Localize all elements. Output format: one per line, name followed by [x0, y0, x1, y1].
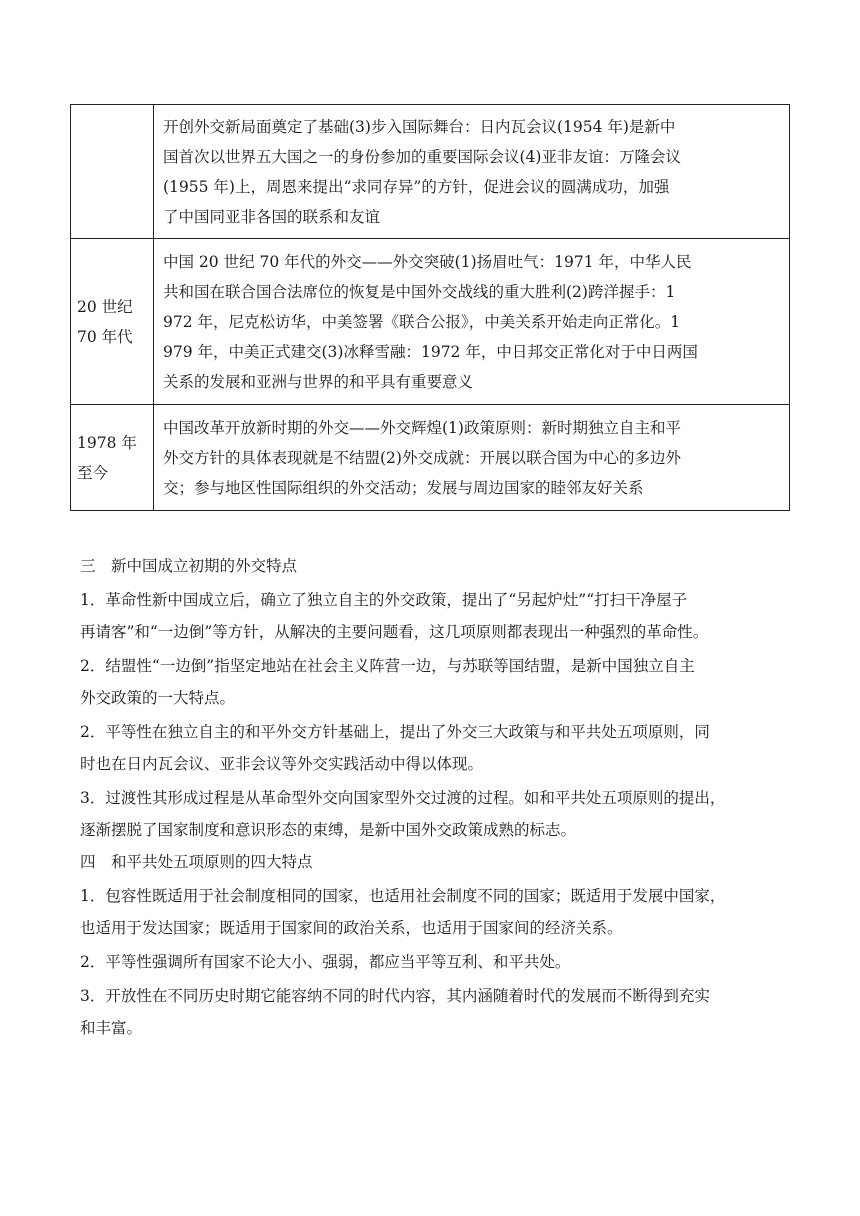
content-line: 中国改革开放新时期的外交——外交辉煌(1)政策原则：新时期独立自主和平 — [163, 418, 681, 437]
paragraph-line: 也适用于发达国家；既适用于国家间的政治关系，也适用于国家间的经济关系。 — [80, 919, 623, 937]
content-line: 972 年，尼克松访华，中美签署《联合公报》，中美关系开始走向正常化。1 — [163, 312, 681, 331]
content-line: 中国 20 世纪 70 年代的外交——外交突破(1)扬眉吐气：1971 年，中华人民 — [163, 252, 692, 271]
section-heading: 三 新中国成立初期的外交特点 — [80, 557, 298, 575]
content-line: 外交方针的具体表现就是不结盟(2)外交成就：开展以联合国为中心的多边外 — [163, 448, 681, 467]
table-row — [71, 239, 790, 405]
era-label-line: 至今 — [77, 463, 109, 482]
content-line: 979 年，中美正式建交(3)冰释雪融：1972 年，中日邦交正常化对于中日两国 — [163, 342, 698, 361]
content-line: 国首次以世界五大国之一的身份参加的重要国际会议(4)亚非友谊：万隆会议 — [163, 147, 681, 166]
paragraph-line: 逐渐摆脱了国家制度和意识形态的束缚，是新中国外交政策成熟的标志。 — [80, 821, 577, 839]
era-label-line: 20 世纪 — [77, 297, 133, 316]
content-cell — [154, 405, 790, 511]
paragraph-line: 2．结盟性“一边倒”指坚定地站在社会主义阵营一边，与苏联等国结盟，是新中国独立自主 — [80, 657, 695, 675]
paragraph-line: 3．过渡性其形成过程是从革命型外交向国家型外交过渡的过程。如和平共处五项原则的提出， — [80, 789, 726, 807]
content-line: 共和国在联合国合法席位的恢复是中国外交战线的重大胜利(2)跨洋握手：1 — [163, 282, 676, 301]
paragraph-line: 时也在日内瓦会议、亚非会议等外交实践活动中得以体现。 — [80, 755, 484, 773]
era-label-line: 1978 年 — [77, 433, 137, 452]
content-line: 关系的发展和亚洲与世界的和平具有重要意义 — [163, 372, 474, 391]
paragraph-line: 2．平等性在独立自主的和平外交方针基础上，提出了外交三大政策与和平共处五项原则，同 — [80, 723, 710, 741]
table-row — [71, 105, 790, 239]
content-line: 交；参与地区性国际组织的外交活动；发展与周边国家的睦邻友好关系 — [163, 478, 644, 497]
era-cell — [71, 239, 154, 405]
diplomacy-era-table — [70, 104, 790, 511]
paragraph-line: 1．包容性既适用于社会制度相同的国家，也适用社会制度不同的国家；既适用于发展中国家， — [80, 887, 726, 905]
paragraph-line: 2．平等性强调所有国家不论大小、强弱，都应当平等互利、和平共处。 — [80, 953, 571, 971]
content-line: 开创外交新局面奠定了基础(3)步入国际舞台：日内瓦会议(1954 年)是新中 — [163, 117, 676, 136]
paragraph-line: 3．开放性在不同历史时期它能容纳不同的时代内容，其内涵随着时代的发展而不断得到充实 — [80, 987, 710, 1005]
era-cell — [71, 405, 154, 511]
era-label-line: 70 年代 — [77, 327, 133, 346]
paragraph-line: 外交政策的一大特点。 — [80, 689, 236, 707]
body-text — [80, 553, 788, 1041]
content-line: (1955 年)上，周恩来提出“求同存异”的方针，促进会议的圆满成功，加强 — [163, 177, 670, 196]
paragraph-line: 和丰富。 — [80, 1019, 143, 1037]
section-heading: 四 和平共处五项原则的四大特点 — [80, 853, 313, 871]
table-row — [71, 405, 790, 511]
content-line: 了中国同亚非各国的联系和友谊 — [163, 207, 381, 226]
era-cell — [71, 105, 154, 239]
content-cell — [154, 105, 790, 239]
content-cell — [154, 239, 790, 405]
paragraph-line: 1．革命性新中国成立后，确立了独立自主的外交政策，提出了“另起炉灶”“打扫干净屋子 — [80, 591, 688, 609]
paragraph-line: 再请客”和“一边倒”等方针，从解决的主要问题看，这几项原则都表现出一种强烈的革命性。 — [80, 623, 709, 641]
